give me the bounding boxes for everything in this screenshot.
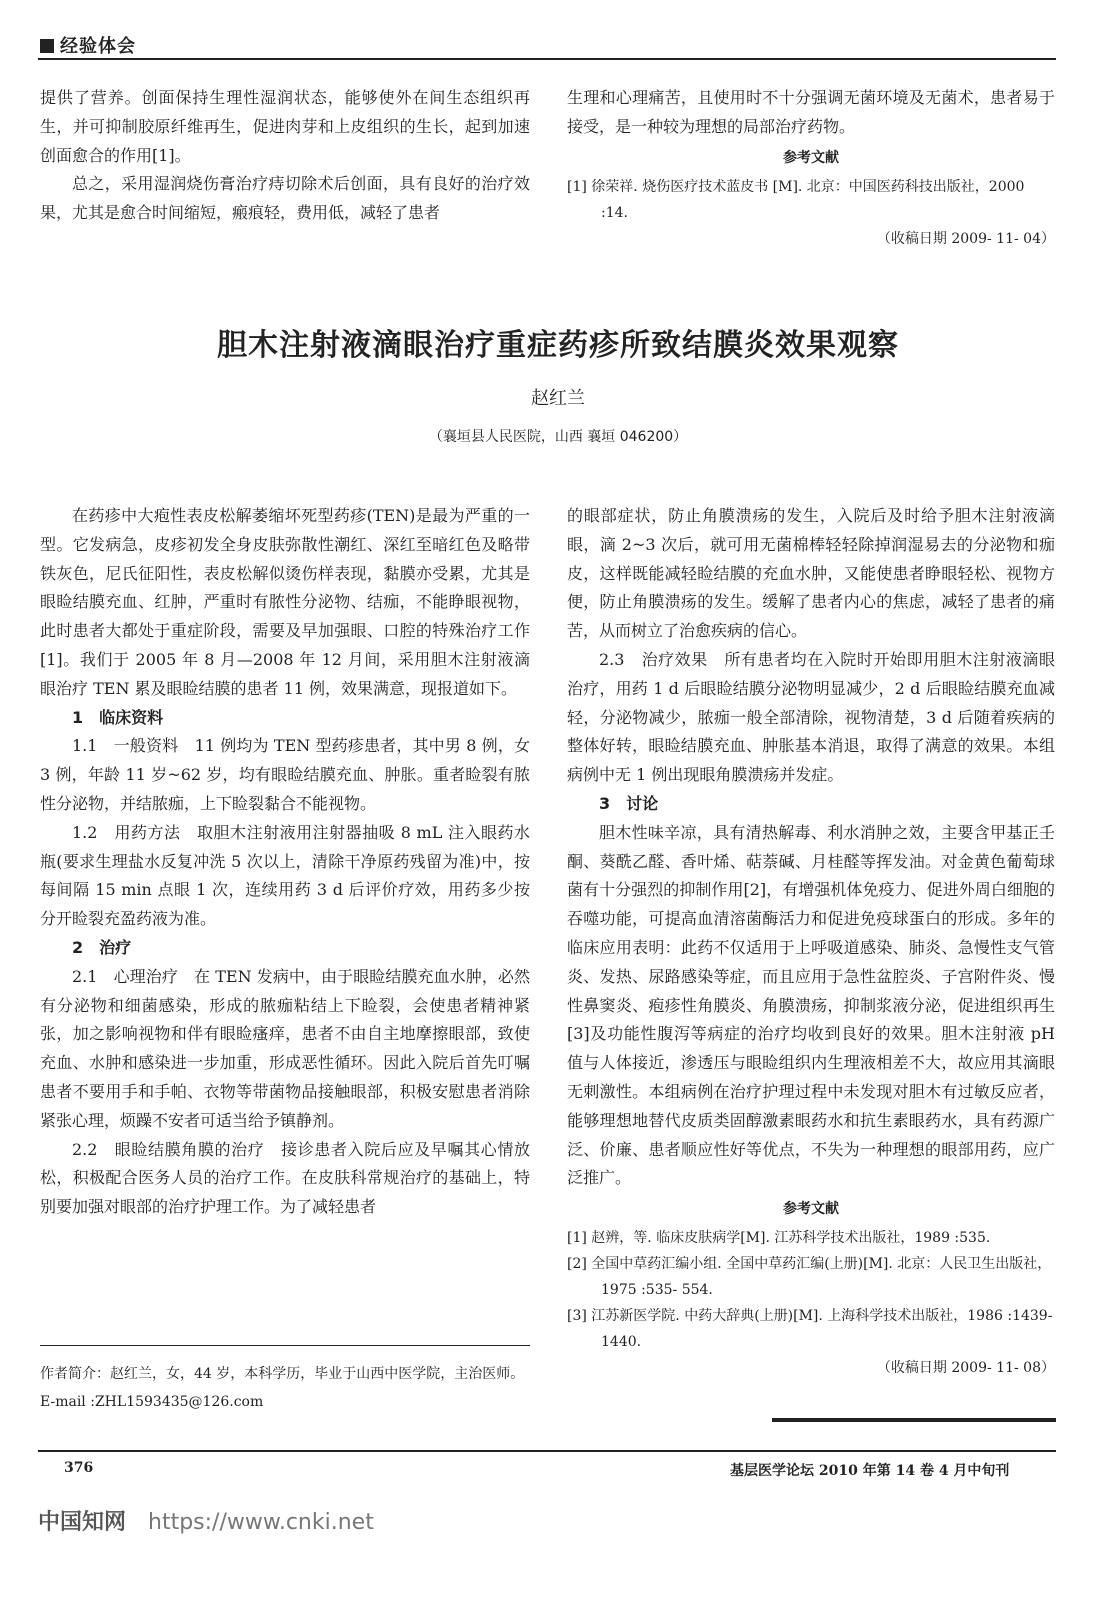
received-date: （收稿日期 2009- 11- 04）: [876, 230, 1055, 247]
watermark-brand: 中国知网: [38, 1510, 127, 1535]
reference-text: 徐荣祥. 烧伤医疗技术蓝皮书 [M]. 北京：中国医药科技出版社，2000 :14.: [591, 178, 1025, 221]
reference-number: [1]: [567, 1230, 587, 1247]
references-title: 参考文献: [783, 149, 839, 166]
section-label: 经验体会: [60, 36, 136, 57]
author-note: 作者简介：赵红兰，女，44 岁，本科学历，毕业于山西中医学院，主治医师。E-mail :ZHL1593435@126.com: [40, 1366, 525, 1410]
article-affiliation: （襄垣县人民医院，山西 襄垣 046200）: [428, 429, 688, 445]
reference-text: 江苏新医学院. 中药大辞典(上册)[M]. 上海科学技术出版社，1986 :1439- 1440.: [591, 1308, 1053, 1351]
reference-number: [3]: [567, 1308, 587, 1325]
section-header: [40, 32, 136, 58]
square-bullet-icon: [40, 39, 54, 53]
reference-item: [567, 1251, 1055, 1303]
reference-number: [1]: [567, 178, 587, 195]
header-rule: [38, 58, 1056, 60]
watermark-url: https://www.cnki.net: [148, 1510, 374, 1535]
footnote-rule: [40, 1345, 530, 1346]
section-heading: 1 临床资料: [72, 707, 164, 727]
body-paragraph: 2.2 眼睑结膜角膜的治疗 接诊患者入院后应及早嘱其心情放松，积极配合医务人员的治疗工作。在皮肤科常规治疗的基础上，特别要加强对眼部的治疗护理工作。为了减轻患者: [40, 1139, 530, 1217]
body-paragraph: 胆木性味辛凉，具有清热解毒、利水消肿之效，主要含甲基正壬酮、葵酰乙醛、香叶烯、萜萘碱、月桂醛等挥发油。对金黄色葡萄球菌有十分强烈的抑制作用[2]，有增强机体免疫力、促进外周白细胞的吞噬功能，可提高血清溶菌酶活力和促进免疫球蛋白的形成。多年的临床应用表明：此药不仅适用于上呼吸道感染、肺炎、急慢性支气管炎、发热、尿路感染等症，而且应用于急性盆腔炎、子宫附件炎、慢性鼻窦炎、疱疹性角膜炎、角膜溃疡，抑制浆液分泌，促进组织再生[3]及功能性腹泻等病症的治疗均收到良好的效果。胆木注射液 pH 值与人体接近，渗透压与眼睑组织内生理液相差不大，故应用其滴眼无刺激性。本组病例在治疗护理过程中未发现对胆木有过敏反应者，能够理想地替代皮质类固醇激素眼药水和抗生素眼药水，具有药源广泛、价廉、患者顺应性好等优点，不失为一种理想的眼部用药，应广泛推广。: [567, 822, 1055, 1188]
reference-text: 赵辨，等. 临床皮肤病学[M]. 江苏科学技术出版社，1989 :535.: [591, 1230, 991, 1247]
body-paragraph: 2.1 心理治疗 在 TEN 发病中，由于眼睑结膜充血水肿，必然有分泌物和细菌感染，形成的脓痂粘结上下睑裂，会使患者精神紧张，加之影响视物和伴有眼睑瘙痒，患者不由自主地摩擦眼部，致使充血、水肿和感染进一步加重，形成恶性循环。因此入院后首先叮嘱患者不要用手和手帕、衣物等带菌物品接触眼部，积极安慰患者消除紧张心理，烦躁不安者可适当给予镇静剂。: [40, 966, 530, 1130]
watermark: [38, 1505, 374, 1536]
reference-item: [567, 1225, 1055, 1251]
reference-number: [2]: [567, 1256, 587, 1273]
reference-item: [567, 174, 1055, 226]
page-number: 376: [64, 1460, 94, 1476]
article-title: 胆木注射液滴眼治疗重症药疹所致结膜炎效果观察: [217, 328, 899, 363]
received-date: （收稿日期 2009- 11- 08）: [876, 1360, 1055, 1377]
footer-rule: [38, 1450, 1056, 1452]
body-paragraph: 1.2 用药方法 取胆木注射液用注射器抽吸 8 mL 注入眼药水瓶(要求生理盐水反复冲洗 5 次以上，清除干净原药残留为准)中，按每间隔 15 min 点眼 1 次，连续用药 3 d 后评价疗效，用药多少按分开睑裂充盈药液为准。: [40, 822, 530, 929]
prev-article-left-column: [40, 84, 530, 228]
prev-paragraph: 总之，采用湿润烧伤膏治疗痔切除术后创面，具有良好的治疗效果，尤其是愈合时间缩短，瘢痕轻，费用低，减轻了患者: [40, 174, 530, 223]
end-rule: [772, 1418, 1056, 1422]
references-title: 参考文献: [783, 1201, 839, 1218]
prev-article-right-column: [567, 84, 1055, 252]
reference-text: 全国中草药汇编小组. 全国中草药汇编(上册)[M]. 北京：人民卫生出版社，1975 :535- 554.: [591, 1256, 1052, 1299]
body-paragraph: 在药疹中大疱性表皮松解萎缩坏死型药疹(TEN)是最为严重的一型。它发病急，皮疹初发全身皮肤弥散性潮红、深红至暗红色及略带铁灰色，尼氏征阳性，表皮松解似烫伤样表现，黏膜亦受累，尤其是眼睑结膜充血、红肿，严重时有脓性分泌物、结痂，不能睁眼视物，此时患者大都处于重症阶段，需要及早加强眼、口腔的特殊治疗工作[1]。我们于 2005 年 8 月—2008 年 12 月间，采用胆木注射液滴眼治疗 TEN 累及眼睑结膜的患者 11 例，效果满意，现报道如下。: [40, 506, 530, 698]
prev-paragraph: 提供了营养。创面保持生理性湿润状态，能够使外在间生态组织再生，并可抑制胶原纤维再生，促进肉芽和上皮组织的生长，起到加速创面愈合的作用[1]。: [40, 88, 530, 165]
body-paragraph: 的眼部症状，防止角膜溃疡的发生，入院后及时给予胆木注射液滴眼，滴 2~3 次后，就可用无菌棉棒轻轻除掉润湿易去的分泌物和痂皮，这样既能减轻睑结膜的充血水肿，又能使患者睁眼轻松、视物方便，防止角膜溃疡的发生。缓解了患者内心的焦虑，减轻了患者的痛苦，从而树立了治愈疾病的信心。: [567, 506, 1055, 641]
journal-info: 基层医学论坛 2010 年第 14 卷 4 月中旬刊: [730, 1463, 1010, 1479]
reference-item: [567, 1303, 1055, 1355]
section-heading: 2 治疗: [72, 937, 132, 957]
body-paragraph: 1.1 一般资料 11 例均为 TEN 型药疹患者，其中男 8 例，女 3 例，年龄 11 岁~62 岁，均有眼睑结膜充血、肿胀。重者睑裂有脓性分泌物，并结脓痂，上下睑裂黏合不能视物。: [40, 736, 530, 813]
prev-paragraph: 生理和心理痛苦，且使用时不十分强调无菌环境及无菌术，患者易于接受，是一种较为理想的局部治疗药物。: [567, 88, 1055, 136]
body-paragraph: 2.3 治疗效果 所有患者均在入院时开始即用胆木注射液滴眼治疗，用药 1 d 后眼睑结膜分泌物明显减少，2 d 后眼睑结膜充血减轻，分泌物减少，脓痂一般全部清除，视物清楚，3 d 后随着疾病的整体好转，眼睑结膜充血、肿胀基本消退，取得了满意的效果。本组病例中无 1 例出现眼角膜溃疡并发症。: [567, 649, 1055, 785]
section-heading: 3 讨论: [599, 793, 659, 813]
article-right-column: [567, 502, 1055, 1381]
article-author: 赵红兰: [531, 388, 585, 409]
article-left-column: [40, 502, 530, 1222]
